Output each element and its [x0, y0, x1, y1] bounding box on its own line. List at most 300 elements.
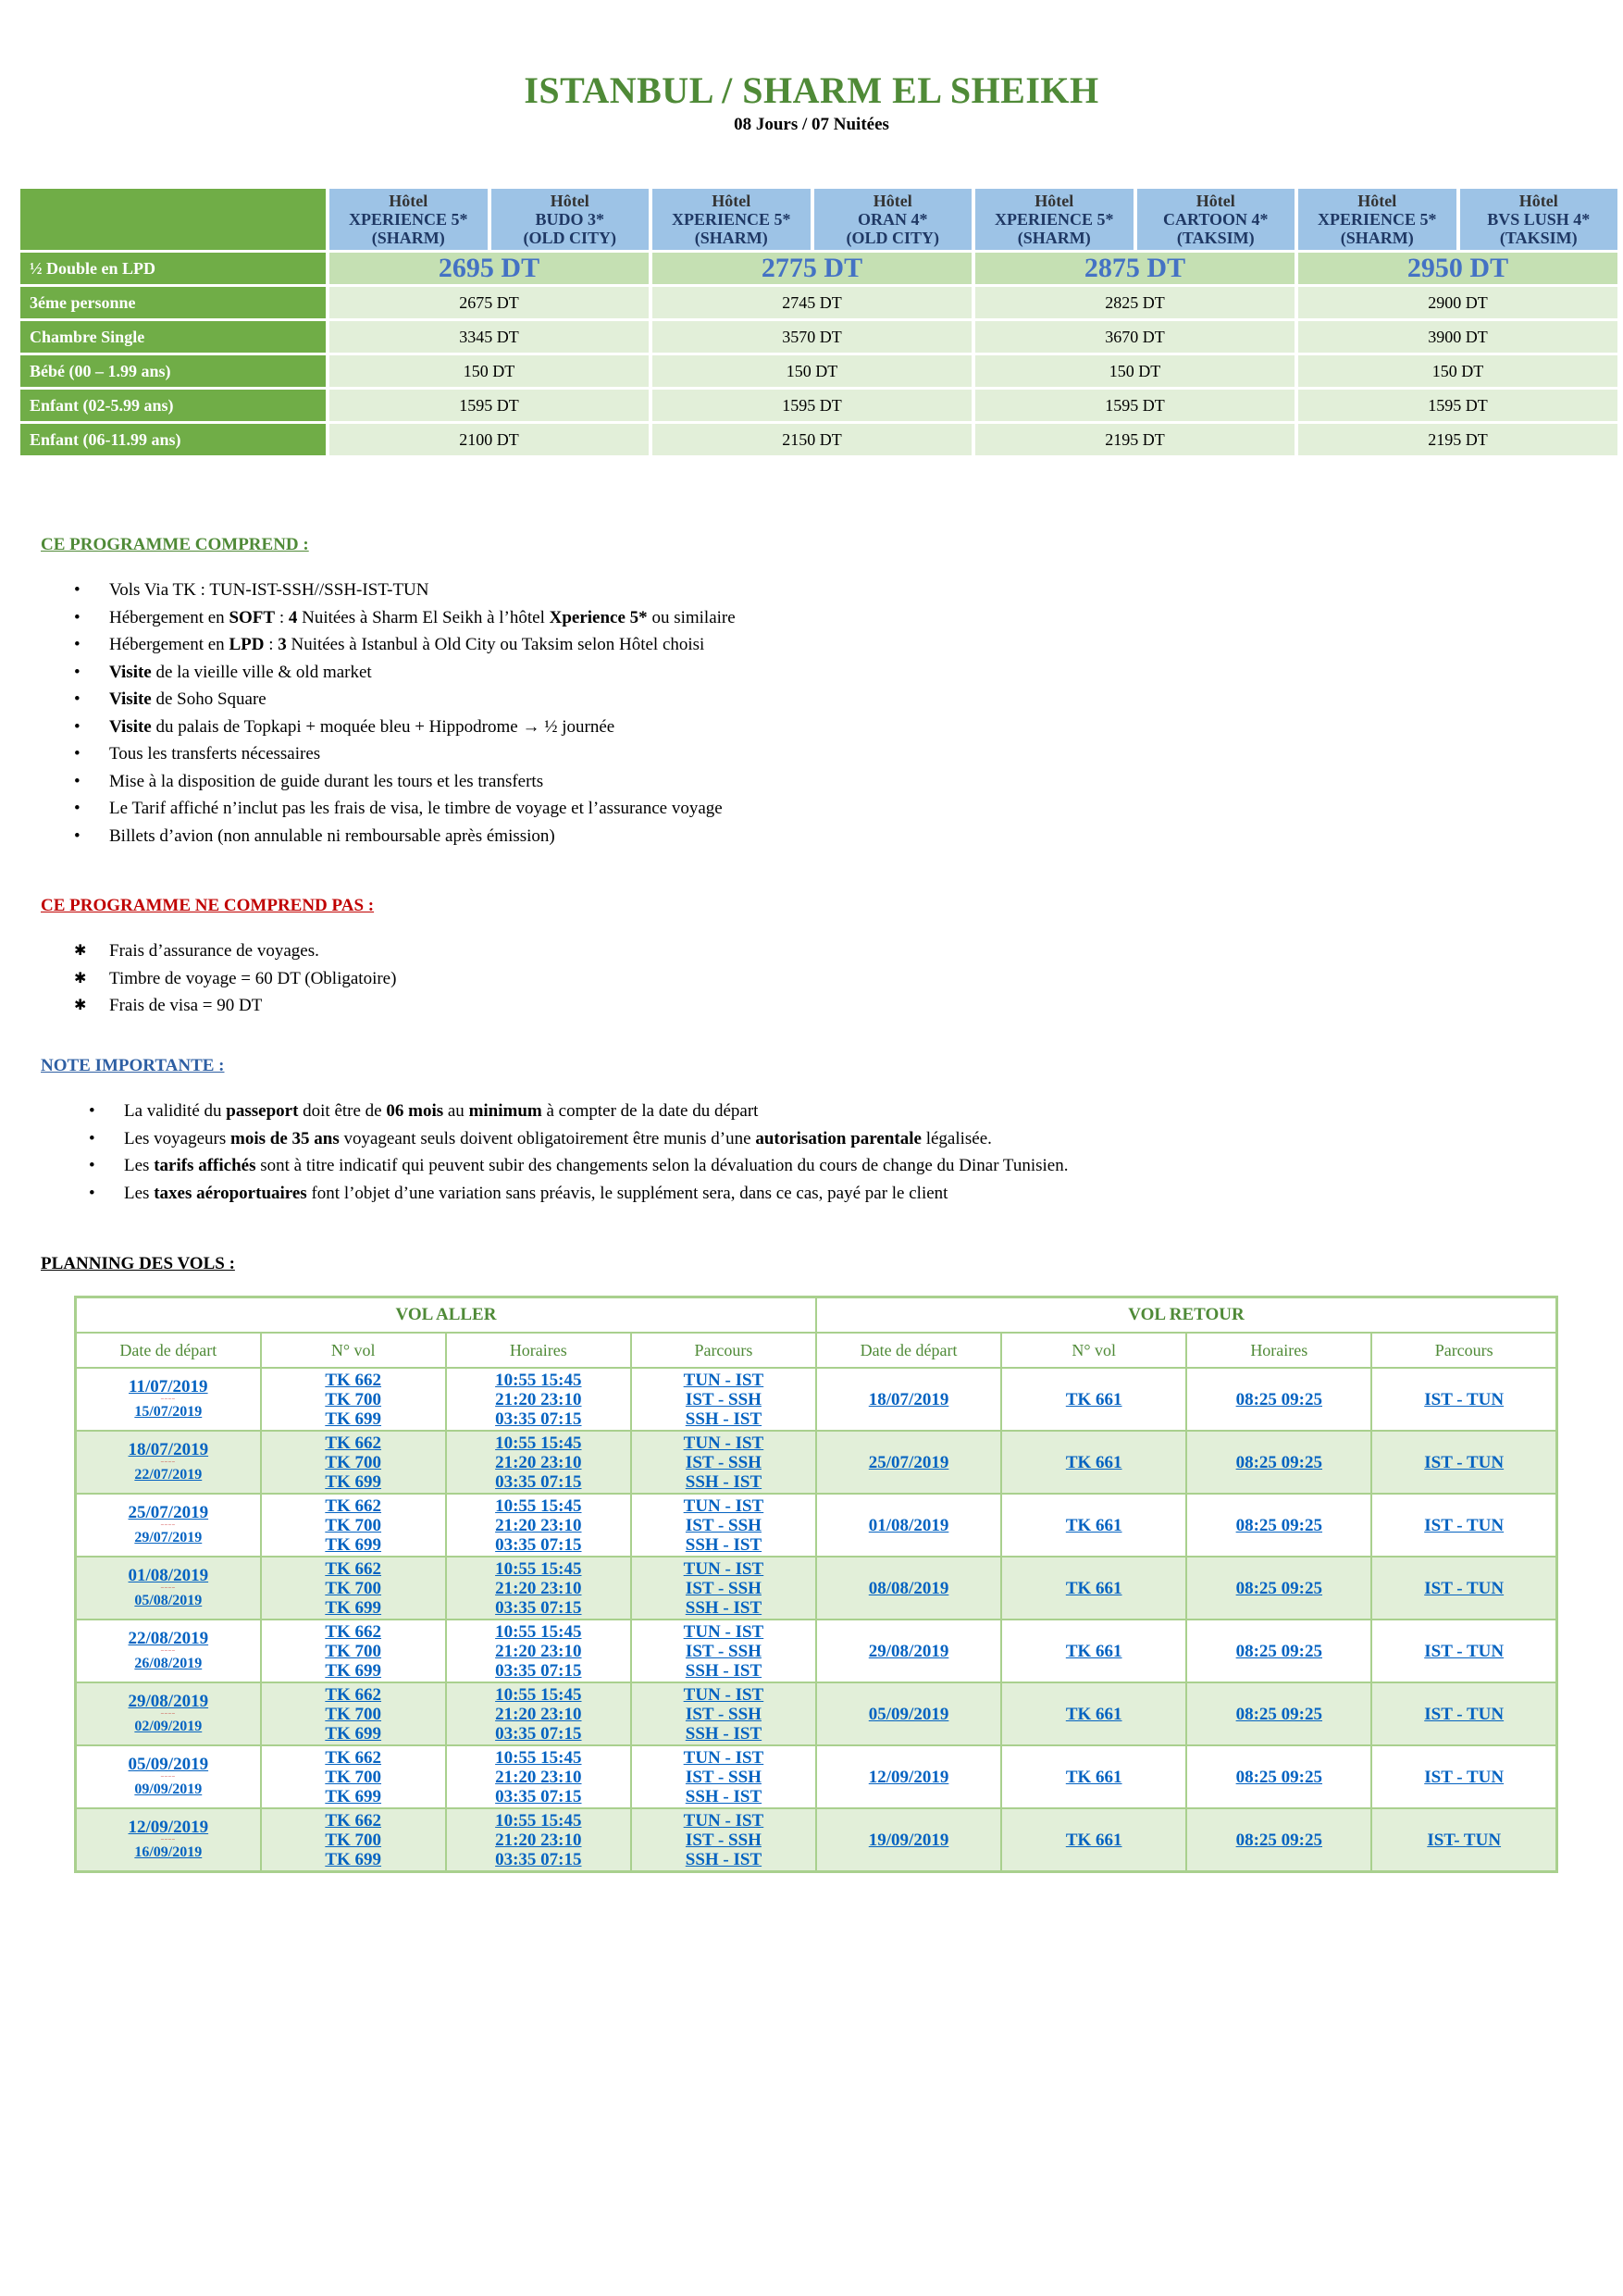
flight-row	[76, 1682, 1557, 1745]
aller-flight-numbers	[261, 1368, 446, 1431]
aller-flight-numbers-line[interactable]: TK 700	[325, 1641, 382, 1661]
return-time-cell	[1186, 1682, 1371, 1745]
price-value: 3670 DT	[975, 321, 1295, 353]
item-text: Vols Via TK : TUN-IST-SSH//SSH-IST-TUN	[109, 580, 429, 600]
aller-times-line[interactable]: 21:20 23:10	[495, 1452, 582, 1472]
return-date-cell	[816, 1620, 1001, 1682]
aller-times	[446, 1557, 631, 1620]
price-value: 2950 DT	[1298, 253, 1617, 284]
departure-date-cell	[76, 1620, 261, 1682]
hotel-word: Hôtel	[712, 192, 751, 210]
return-flight-number[interactable]: TK 661	[1065, 1641, 1122, 1661]
return-flight-cell	[1001, 1682, 1186, 1745]
item-text: à compter de la date du départ	[541, 1101, 759, 1121]
aller-routes-line[interactable]: TUN - IST	[683, 1810, 764, 1831]
list-item	[41, 823, 1577, 850]
aller-routes-line[interactable]: TUN - IST	[683, 1558, 764, 1579]
item-text: Mise à la disposition de guide durant les tours et les transferts	[109, 771, 544, 791]
return-time-cell	[1186, 1368, 1371, 1431]
list-item	[56, 1152, 1592, 1180]
hotel-location: (SHARM)	[694, 229, 768, 247]
price-value: 2695 DT	[329, 253, 649, 284]
return-date[interactable]: 12/09/2019	[868, 1767, 949, 1787]
bullet-dot-icon: •	[89, 1101, 95, 1121]
aller-flight-numbers	[261, 1494, 446, 1557]
return-flight-number[interactable]: TK 661	[1065, 1704, 1122, 1724]
aller-routes-line[interactable]: TUN - IST	[683, 1747, 764, 1768]
aller-times-line[interactable]: 21:20 23:10	[495, 1767, 582, 1787]
departure-date-second[interactable]: 02/09/2019	[134, 1719, 203, 1734]
item-text: ou similaire	[647, 607, 736, 627]
aller-routes-line[interactable]: SSH - IST	[685, 1409, 762, 1429]
bold-text: mois de 35 ans	[230, 1128, 340, 1148]
departure-date-cell	[76, 1557, 261, 1620]
price-value: 1595 DT	[975, 390, 1295, 421]
vol-retour-header: VOL RETOUR	[816, 1297, 1557, 1334]
price-value: 1595 DT	[1298, 390, 1617, 421]
aller-flight-numbers-line[interactable]: TK 700	[325, 1830, 382, 1850]
aller-routes-line[interactable]: TUN - IST	[683, 1496, 764, 1516]
return-date-cell	[816, 1368, 1001, 1431]
aller-flight-numbers-line[interactable]: TK 699	[325, 1534, 382, 1555]
return-route[interactable]: IST - TUN	[1424, 1515, 1505, 1535]
aller-routes-line[interactable]: SSH - IST	[685, 1849, 762, 1869]
bullet-dot-icon: •	[74, 771, 81, 791]
date-separator: ‒‒‒‒	[160, 1459, 176, 1465]
hotel-name: CARTOON 4*	[1162, 210, 1269, 229]
flight-row	[76, 1494, 1557, 1557]
item-text: de Soho Square	[151, 689, 266, 709]
aller-flight-numbers-line[interactable]: TK 662	[325, 1810, 382, 1831]
price-value: 150 DT	[1298, 355, 1617, 387]
aller-flight-numbers-line[interactable]: TK 700	[325, 1578, 382, 1598]
aller-flight-numbers-line[interactable]: TK 699	[325, 1660, 382, 1681]
return-time[interactable]: 08:25 09:25	[1235, 1830, 1323, 1850]
price-row	[20, 355, 1617, 387]
aller-times-line[interactable]: 10:55 15:45	[495, 1496, 582, 1516]
aller-times-line[interactable]: 03:35 07:15	[495, 1660, 582, 1681]
price-row-label: Bébé (00 – 1.99 ans)	[20, 355, 326, 387]
aller-routes	[631, 1745, 816, 1808]
return-route[interactable]: IST - TUN	[1424, 1704, 1505, 1724]
hotel-header-cell	[1298, 189, 1456, 250]
return-route[interactable]: IST - TUN	[1424, 1767, 1505, 1787]
price-value: 150 DT	[329, 355, 649, 387]
departure-date-second[interactable]: 26/08/2019	[134, 1656, 203, 1671]
aller-times-line[interactable]: 10:55 15:45	[495, 1621, 582, 1642]
item-text: :	[264, 635, 279, 654]
bullet-dot-icon: •	[74, 607, 81, 627]
bold-text: SOFT	[229, 607, 276, 627]
return-route[interactable]: IST- TUN	[1427, 1830, 1502, 1850]
aller-times-line[interactable]: 10:55 15:45	[495, 1370, 582, 1390]
aller-times-line[interactable]: 10:55 15:45	[495, 1433, 582, 1453]
aller-flight-numbers-line[interactable]: TK 700	[325, 1389, 382, 1409]
departure-date-cell	[76, 1494, 261, 1557]
notes-list	[56, 1098, 1592, 1207]
flight-row	[76, 1557, 1557, 1620]
aller-routes-line[interactable]: IST - SSH	[685, 1515, 762, 1535]
aller-flight-numbers-line[interactable]: TK 662	[325, 1496, 382, 1516]
list-item	[41, 795, 1577, 823]
aller-times-line[interactable]: 21:20 23:10	[495, 1389, 582, 1409]
aller-times-line[interactable]: 10:55 15:45	[495, 1747, 582, 1768]
column-header: N° vol	[1001, 1333, 1186, 1368]
aller-routes	[631, 1557, 816, 1620]
return-time[interactable]: 08:25 09:25	[1235, 1389, 1323, 1409]
return-date[interactable]: 19/09/2019	[868, 1830, 949, 1850]
aller-times-line[interactable]: 03:35 07:15	[495, 1534, 582, 1555]
return-flight-number[interactable]: TK 661	[1065, 1515, 1122, 1535]
excludes-heading: CE PROGRAMME NE COMPREND PAS :	[41, 896, 375, 915]
bold-text: LPD	[229, 635, 265, 654]
price-value: 3345 DT	[329, 321, 649, 353]
departure-date-second[interactable]: 05/08/2019	[134, 1593, 203, 1608]
hotel-name: BUDO 3*	[535, 210, 604, 229]
hotel-name: XPERIENCE 5*	[348, 210, 468, 229]
aller-times-line[interactable]: 03:35 07:15	[495, 1471, 582, 1492]
bold-text: Visite	[109, 689, 152, 709]
aller-times	[446, 1682, 631, 1745]
hotel-word: Hôtel	[1357, 192, 1397, 210]
price-row	[20, 253, 1617, 284]
bullet-dot-icon: •	[74, 662, 81, 682]
departure-date[interactable]: 12/09/2019	[128, 1818, 209, 1837]
aller-times-line[interactable]: 21:20 23:10	[495, 1830, 582, 1850]
price-value: 3900 DT	[1298, 321, 1617, 353]
hotel-location: (TAKSIM)	[1176, 229, 1255, 247]
return-route-cell	[1371, 1745, 1556, 1808]
aller-flight-numbers-line[interactable]: TK 699	[325, 1786, 382, 1806]
aller-flight-numbers-line[interactable]: TK 699	[325, 1409, 382, 1429]
return-flight-cell	[1001, 1494, 1186, 1557]
return-flight-cell	[1001, 1431, 1186, 1494]
aller-routes-line[interactable]: IST - SSH	[685, 1767, 762, 1787]
return-date-cell	[816, 1557, 1001, 1620]
aller-routes-line[interactable]: SSH - IST	[685, 1723, 762, 1744]
aller-times-line[interactable]: 21:20 23:10	[495, 1578, 582, 1598]
departure-date-second[interactable]: 09/09/2019	[134, 1781, 203, 1797]
price-row-label: Enfant (06-11.99 ans)	[20, 424, 326, 455]
list-item	[41, 577, 1577, 604]
aller-times-line[interactable]: 03:35 07:15	[495, 1409, 582, 1429]
return-route[interactable]: IST - TUN	[1424, 1452, 1505, 1472]
aller-flight-numbers-line[interactable]: TK 662	[325, 1433, 382, 1453]
aller-times	[446, 1808, 631, 1872]
return-date[interactable]: 29/08/2019	[868, 1641, 949, 1661]
hotel-location: (TAKSIM)	[1499, 229, 1578, 247]
hotel-word: Hôtel	[873, 192, 912, 210]
price-table	[17, 186, 1621, 458]
list-item	[41, 604, 1577, 632]
price-row-label: ½ Double en LPD	[20, 253, 326, 284]
aller-flight-numbers	[261, 1808, 446, 1872]
return-date-cell	[816, 1431, 1001, 1494]
list-item	[56, 1180, 1592, 1208]
hotel-location: (SHARM)	[1340, 229, 1414, 247]
return-time-cell	[1186, 1431, 1371, 1494]
aller-times-line[interactable]: 10:55 15:45	[495, 1684, 582, 1705]
flights-table	[74, 1296, 1558, 1873]
return-time-cell	[1186, 1808, 1371, 1872]
departure-date[interactable]: 18/07/2019	[128, 1440, 209, 1459]
return-date-cell	[816, 1494, 1001, 1557]
aller-routes-line[interactable]: SSH - IST	[685, 1597, 762, 1618]
hotel-word: Hôtel	[389, 192, 428, 210]
aller-flight-numbers-line[interactable]: TK 662	[325, 1370, 382, 1390]
return-date[interactable]: 25/07/2019	[868, 1452, 949, 1472]
date-separator: ‒‒‒‒	[160, 1585, 176, 1591]
aller-times-line[interactable]: 03:35 07:15	[495, 1597, 582, 1618]
date-separator: ‒‒‒‒	[160, 1648, 176, 1654]
aller-flight-numbers-line[interactable]: TK 662	[325, 1747, 382, 1768]
aller-flight-numbers-line[interactable]: TK 700	[325, 1515, 382, 1535]
return-date[interactable]: 08/08/2019	[868, 1578, 949, 1598]
return-flight-number[interactable]: TK 661	[1065, 1452, 1122, 1472]
item-text: sont à titre indicatif qui peuvent subir des changements selon la dévaluation du cours de change du Dinar Tunisien.	[255, 1156, 1069, 1175]
vol-aller-header: VOL ALLER	[76, 1297, 817, 1334]
departure-date[interactable]: 22/08/2019	[128, 1629, 209, 1648]
page-title: ISTANBUL / SHARM EL SHEIKH	[524, 69, 1099, 111]
aller-routes-line[interactable]: IST - SSH	[685, 1830, 762, 1850]
departure-date-cell	[76, 1431, 261, 1494]
price-value: 150 DT	[652, 355, 972, 387]
date-separator: ‒‒‒‒	[160, 1711, 176, 1717]
departure-date-second[interactable]: 15/07/2019	[134, 1404, 203, 1420]
item-text: Timbre de voyage = 60 DT (Obligatoire)	[109, 968, 397, 988]
return-time[interactable]: 08:25 09:25	[1235, 1515, 1323, 1535]
flight-row	[76, 1808, 1557, 1872]
aller-times-line[interactable]: 10:55 15:45	[495, 1558, 582, 1579]
hotel-header-cell	[329, 189, 488, 250]
hotel-header-cell	[652, 189, 811, 250]
item-text: Frais de visa = 90 DT	[109, 996, 263, 1015]
return-date[interactable]: 01/08/2019	[868, 1515, 949, 1535]
aller-routes-line[interactable]: TUN - IST	[683, 1621, 764, 1642]
item-text: Tous les transferts nécessaires	[109, 744, 321, 763]
flights-heading: PLANNING DES VOLS :	[41, 1254, 235, 1273]
item-text: du palais de Topkapi + moquée bleu + Hippodrome → ½ journée	[151, 716, 615, 737]
aller-routes	[631, 1368, 816, 1431]
aller-times-line[interactable]: 21:20 23:10	[495, 1704, 582, 1724]
bullet-dot-icon: •	[74, 799, 81, 818]
column-header: Date de départ	[816, 1333, 1001, 1368]
departure-date-cell	[76, 1682, 261, 1745]
list-item	[41, 992, 1577, 1020]
departure-date[interactable]: 29/08/2019	[128, 1692, 209, 1711]
return-flight-number[interactable]: TK 661	[1065, 1767, 1122, 1787]
bold-text: Visite	[109, 716, 152, 737]
aller-flight-numbers-line[interactable]: TK 662	[325, 1558, 382, 1579]
item-text: Nuitées à Sharm El Seikh à l’hôtel	[297, 607, 550, 627]
departure-date-cell	[76, 1808, 261, 1872]
return-date-cell	[816, 1745, 1001, 1808]
hotel-header-cell	[814, 189, 973, 250]
hotel-name: XPERIENCE 5*	[671, 210, 791, 229]
bold-text: taxes aéroportuaires	[154, 1183, 307, 1203]
departure-date-second[interactable]: 22/07/2019	[134, 1467, 203, 1483]
hotel-header-cell	[1137, 189, 1295, 250]
price-row	[20, 424, 1617, 455]
departure-date-second[interactable]: 29/07/2019	[134, 1530, 203, 1545]
return-flight-cell	[1001, 1557, 1186, 1620]
hotel-location: (SHARM)	[1017, 229, 1091, 247]
aller-times-line[interactable]: 21:20 23:10	[495, 1515, 582, 1535]
aller-flight-numbers	[261, 1431, 446, 1494]
return-route[interactable]: IST - TUN	[1424, 1641, 1505, 1661]
departure-date[interactable]: 01/08/2019	[128, 1566, 209, 1585]
aller-routes-line[interactable]: SSH - IST	[685, 1786, 762, 1806]
aller-flight-numbers-line[interactable]: TK 700	[325, 1704, 382, 1724]
bullet-dot-icon: •	[74, 716, 81, 737]
item-text: doit être de	[298, 1101, 387, 1121]
price-row	[20, 321, 1617, 353]
flight-row	[76, 1620, 1557, 1682]
price-row-label: Chambre Single	[20, 321, 326, 353]
bullet-dot-icon: •	[74, 580, 81, 600]
aller-routes-line[interactable]: TUN - IST	[683, 1684, 764, 1705]
aller-times-line[interactable]: 10:55 15:45	[495, 1810, 582, 1831]
list-item	[56, 1098, 1592, 1125]
flight-row	[76, 1431, 1557, 1494]
column-header: Horaires	[1186, 1333, 1371, 1368]
return-flight-number[interactable]: TK 661	[1065, 1389, 1122, 1409]
list-item	[41, 714, 1577, 741]
price-value: 2150 DT	[652, 424, 972, 455]
return-time[interactable]: 08:25 09:25	[1235, 1704, 1323, 1724]
return-route-cell	[1371, 1431, 1556, 1494]
item-text: font l’objet d’une variation sans préavis, le supplément sera, dans ce cas, payé par le client	[306, 1183, 948, 1203]
item-text: Les voyageurs	[124, 1128, 231, 1148]
return-time[interactable]: 08:25 09:25	[1235, 1452, 1323, 1472]
aller-flight-numbers-line[interactable]: TK 699	[325, 1471, 382, 1492]
includes-list	[41, 577, 1577, 850]
return-time[interactable]: 08:25 09:25	[1235, 1641, 1323, 1661]
notes-heading: NOTE IMPORTANTE :	[41, 1056, 225, 1075]
bullet-dot-icon: •	[89, 1128, 95, 1148]
departure-date-cell	[76, 1745, 261, 1808]
aller-flight-numbers-line[interactable]: TK 662	[325, 1684, 382, 1705]
return-route-cell	[1371, 1368, 1556, 1431]
aller-times-line[interactable]: 03:35 07:15	[495, 1723, 582, 1744]
star-bullet-icon: ✱	[74, 998, 87, 1013]
item-text: Hébergement en	[109, 607, 229, 627]
return-flight-cell	[1001, 1808, 1186, 1872]
aller-flight-numbers-line[interactable]: TK 700	[325, 1452, 382, 1472]
aller-routes-line[interactable]: IST - SSH	[685, 1389, 762, 1409]
return-time[interactable]: 08:25 09:25	[1235, 1578, 1323, 1598]
price-value: 2195 DT	[975, 424, 1295, 455]
return-date[interactable]: 18/07/2019	[868, 1389, 949, 1409]
price-row-label: Enfant (02-5.99 ans)	[20, 390, 326, 421]
departure-date-second[interactable]: 16/09/2019	[134, 1844, 203, 1860]
item-text: de la vieille ville & old market	[151, 662, 372, 682]
price-value: 3570 DT	[652, 321, 972, 353]
return-time[interactable]: 08:25 09:25	[1235, 1767, 1323, 1787]
return-flight-number[interactable]: TK 661	[1065, 1578, 1122, 1598]
aller-routes-line[interactable]: SSH - IST	[685, 1471, 762, 1492]
return-time-cell	[1186, 1557, 1371, 1620]
aller-times	[446, 1368, 631, 1431]
aller-times-line[interactable]: 03:35 07:15	[495, 1849, 582, 1869]
aller-flight-numbers-line[interactable]: TK 699	[325, 1597, 382, 1618]
departure-date[interactable]: 11/07/2019	[129, 1377, 208, 1396]
return-time-cell	[1186, 1494, 1371, 1557]
aller-flight-numbers-line[interactable]: TK 662	[325, 1621, 382, 1642]
aller-flight-numbers-line[interactable]: TK 700	[325, 1767, 382, 1787]
column-header: Parcours	[1371, 1333, 1556, 1368]
bullet-dot-icon: •	[89, 1156, 95, 1175]
departure-date[interactable]: 05/09/2019	[128, 1755, 209, 1774]
excludes-list	[41, 937, 1577, 1020]
aller-routes-line[interactable]: TUN - IST	[683, 1370, 764, 1390]
price-value: 2675 DT	[329, 287, 649, 318]
bold-text: 3	[278, 635, 287, 654]
aller-routes-line[interactable]: IST - SSH	[685, 1641, 762, 1661]
return-date[interactable]: 05/09/2019	[868, 1704, 949, 1724]
hotel-header-cell	[975, 189, 1134, 250]
departure-date[interactable]: 25/07/2019	[128, 1503, 209, 1522]
price-value: 1595 DT	[652, 390, 972, 421]
list-item	[41, 768, 1577, 796]
bold-text: minimum	[468, 1101, 542, 1121]
includes-heading: CE PROGRAMME COMPREND :	[41, 535, 309, 554]
price-row-label: 3éme personne	[20, 287, 326, 318]
item-text: Billets d’avion (non annulable ni remboursable après émission)	[109, 825, 555, 846]
list-item	[41, 965, 1577, 993]
bold-text: Xperience 5*	[549, 607, 648, 627]
hotel-name: XPERIENCE 5*	[994, 210, 1114, 229]
aller-routes-line[interactable]: SSH - IST	[685, 1660, 762, 1681]
price-value: 1595 DT	[329, 390, 649, 421]
bullet-dot-icon: •	[74, 635, 81, 654]
list-item	[41, 937, 1577, 965]
return-flight-cell	[1001, 1368, 1186, 1431]
list-item	[56, 1125, 1592, 1153]
aller-flight-numbers-line[interactable]: TK 699	[325, 1849, 382, 1869]
aller-routes-line[interactable]: IST - SSH	[685, 1704, 762, 1724]
column-header: Date de départ	[76, 1333, 261, 1368]
item-text: Frais d’assurance de voyages.	[109, 941, 319, 961]
return-route[interactable]: IST - TUN	[1424, 1578, 1505, 1598]
aller-routes-line[interactable]: IST - SSH	[685, 1452, 762, 1472]
aller-flight-numbers-line[interactable]: TK 699	[325, 1723, 382, 1744]
aller-flight-numbers	[261, 1557, 446, 1620]
aller-routes-line[interactable]: IST - SSH	[685, 1578, 762, 1598]
hotel-header-cell	[1460, 189, 1618, 250]
aller-routes-line[interactable]: TUN - IST	[683, 1433, 764, 1453]
return-route-cell	[1371, 1682, 1556, 1745]
item-text: Les	[124, 1183, 155, 1203]
return-flight-number[interactable]: TK 661	[1065, 1830, 1122, 1850]
item-text: Les	[124, 1156, 155, 1175]
aller-routes-line[interactable]: SSH - IST	[685, 1534, 762, 1555]
date-separator: ‒‒‒‒	[160, 1522, 176, 1528]
bullet-dot-icon: •	[74, 825, 81, 846]
hotel-name: BVS LUSH 4*	[1487, 210, 1591, 229]
item-text: Nuitées à Istanbul à Old City ou Taksim selon Hôtel choisi	[286, 635, 705, 654]
price-value: 2825 DT	[975, 287, 1295, 318]
aller-routes	[631, 1808, 816, 1872]
aller-times-line[interactable]: 21:20 23:10	[495, 1641, 582, 1661]
hotel-header-cell	[491, 189, 650, 250]
aller-times-line[interactable]: 03:35 07:15	[495, 1786, 582, 1806]
bullet-dot-icon: •	[74, 689, 81, 709]
bold-text: 06 mois	[386, 1101, 444, 1121]
hotel-word: Hôtel	[550, 192, 589, 210]
list-item	[41, 740, 1577, 768]
return-route[interactable]: IST - TUN	[1424, 1389, 1505, 1409]
